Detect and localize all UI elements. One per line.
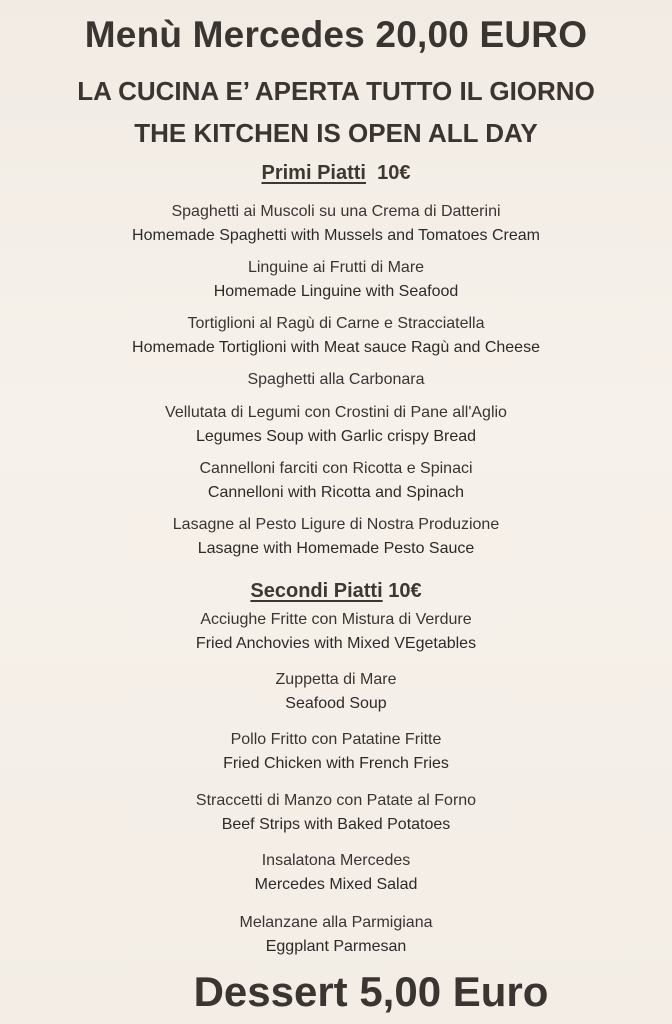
section-secondi-title: Secondi Piatti xyxy=(250,580,383,602)
dish-name-it: Cannelloni farciti con Ricotta e Spinaci xyxy=(199,460,473,477)
menu-item xyxy=(0,728,672,776)
dish-name-en: Beef Strips with Baked Potatoes xyxy=(221,816,451,833)
section-primi-title: Primi Piatti xyxy=(261,162,366,184)
menu-item xyxy=(0,401,672,449)
section-primi-price: 10€ xyxy=(377,162,411,184)
dish-name-it: Zuppetta di Mare xyxy=(275,671,397,688)
kitchen-notice-it: LA CUCINA E’ APERTA TUTTO IL GIORNO xyxy=(77,76,595,106)
dish-name-it: Pollo Fritto con Patatine Fritte xyxy=(230,731,442,748)
menu-item xyxy=(0,200,672,248)
menu-item xyxy=(0,256,672,304)
dish-name-en: Homemade Linguine with Seafood xyxy=(213,283,459,300)
menu-item xyxy=(0,457,672,505)
dish-name-en: Fried Chicken with French Fries xyxy=(223,755,449,772)
dish-name-it: Straccetti di Manzo con Patate al Forno xyxy=(195,792,477,809)
menu-item xyxy=(0,849,672,897)
menu-item xyxy=(0,513,672,561)
dish-name-it: Tortiglioni al Ragù di Carne e Stracciatella xyxy=(187,315,485,332)
menu-item xyxy=(0,911,672,959)
dish-name-en: Lasagne with Homemade Pesto Sauce xyxy=(197,540,475,557)
section-primi xyxy=(0,162,672,185)
dish-name-it: Lasagne al Pesto Ligure di Nostra Produzione xyxy=(172,516,500,533)
dish-name-it: Insalatona Mercedes xyxy=(261,852,411,869)
dish-name-it: Melanzane alla Parmigiana xyxy=(239,914,433,931)
section-secondi xyxy=(0,580,672,603)
dish-name-en: Homemade Tortiglioni with Meat sauce Ragù and Cheese xyxy=(132,339,540,356)
dish-name-en: Homemade Spaghetti with Mussels and Tomatoes Cream xyxy=(132,227,540,244)
dish-name-en: Eggplant Parmesan xyxy=(265,938,407,955)
dish-name-it: Spaghetti ai Muscoli su una Crema di Datterini xyxy=(171,203,501,220)
menu-item xyxy=(0,312,672,360)
menu-title: Menù Mercedes 20,00 EURO xyxy=(84,14,588,55)
menu-item xyxy=(0,789,672,837)
menu-item xyxy=(0,368,672,392)
dish-name-en: Cannelloni with Ricotta and Spinach xyxy=(207,484,465,501)
dish-name-it: Vellutata di Legumi con Crostini di Pane all'Aglio xyxy=(165,404,507,421)
dessert-line: Dessert 5,00 Euro xyxy=(193,968,549,1015)
section-secondi-price: 10€ xyxy=(388,580,422,602)
dish-name-en: Seafood Soup xyxy=(285,695,387,712)
dish-name-en: Mercedes Mixed Salad xyxy=(254,876,418,893)
dish-name-en: Fried Anchovies with Mixed VEgetables xyxy=(195,635,477,652)
kitchen-notice-en: THE KITCHEN IS OPEN ALL DAY xyxy=(134,118,538,148)
dish-name-it: Linguine ai Frutti di Mare xyxy=(247,259,425,276)
dish-name-en: Legumes Soup with Garlic crispy Bread xyxy=(195,428,477,445)
menu-item xyxy=(0,608,672,656)
dish-name-it: Spaghetti alla Carbonara xyxy=(247,371,425,388)
menu-item xyxy=(0,668,672,716)
dish-name-it: Acciughe Fritte con Mistura di Verdure xyxy=(200,611,472,628)
